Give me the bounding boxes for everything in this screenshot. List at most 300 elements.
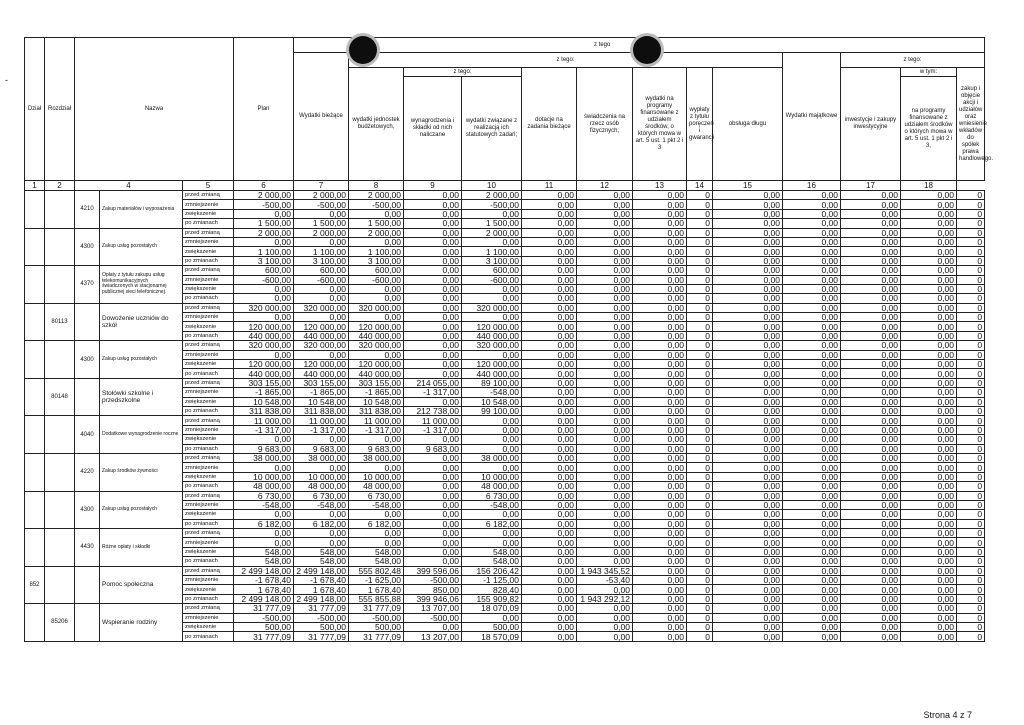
column-number: 13 [633, 181, 687, 191]
value-cell: 0,00 [783, 472, 841, 481]
value-cell: 850,00 [404, 585, 462, 594]
value-cell: 0 [957, 266, 985, 275]
value-cell: 0,00 [462, 209, 522, 218]
value-cell: 0,00 [901, 219, 957, 228]
value-cell: 0,00 [577, 406, 633, 415]
row-label: przed zmianą [183, 453, 234, 462]
value-cell: -1 678,40 [234, 576, 294, 585]
value-cell: 0,00 [633, 538, 687, 547]
value-cell: 0 [687, 510, 713, 519]
value-cell: 0,00 [462, 294, 522, 303]
row-label: przed zmianą [183, 378, 234, 387]
value-cell: 1 500,00 [234, 219, 294, 228]
table-row [25, 566, 985, 575]
value-cell: 0,00 [901, 547, 957, 556]
row-label: zmniejszenie [183, 463, 234, 472]
value-cell: 0,00 [901, 341, 957, 350]
row-label: zmniejszenie [183, 313, 234, 322]
value-cell: 0,00 [783, 341, 841, 350]
dzial-cell [25, 453, 45, 491]
value-cell: 0 [957, 191, 985, 200]
value-cell: 0,00 [633, 547, 687, 556]
value-cell: 9 683,00 [234, 444, 294, 453]
value-cell: 0,00 [577, 360, 633, 369]
column-number: 18 [901, 181, 957, 191]
value-cell: 0,00 [901, 453, 957, 462]
value-cell: 0,00 [234, 313, 294, 322]
value-cell: 0,00 [234, 350, 294, 359]
column-number: 5 [183, 181, 234, 191]
value-cell: 0 [957, 519, 985, 528]
value-cell: 0,00 [901, 557, 957, 566]
value-cell: 0,00 [522, 284, 577, 293]
value-cell: 0,00 [577, 538, 633, 547]
value-cell: 6 182,00 [462, 519, 522, 528]
value-cell: 0,00 [577, 284, 633, 293]
value-cell: 0 [687, 350, 713, 359]
value-cell: 0,00 [901, 350, 957, 359]
value-cell: 0,00 [901, 397, 957, 406]
value-cell: 0,00 [713, 538, 783, 547]
value-cell: 440 000,00 [349, 331, 404, 340]
value-cell: 2 000,00 [349, 228, 404, 237]
value-cell: 10 000,00 [294, 472, 349, 481]
rozdzial-cell: 80113 [45, 303, 75, 341]
value-cell: 120 000,00 [234, 360, 294, 369]
value-cell: 0 [957, 585, 985, 594]
value-cell: 0,00 [901, 360, 957, 369]
value-cell: 0 [957, 622, 985, 631]
value-cell: 0,00 [713, 576, 783, 585]
value-cell: 0,00 [713, 191, 783, 200]
value-cell: 0,00 [294, 209, 349, 218]
value-cell: 0 [957, 566, 985, 575]
column-number: 12 [577, 181, 633, 191]
header-dotacje: dotacje na zadania bieżące [522, 68, 577, 181]
value-cell: 6 182,00 [294, 519, 349, 528]
row-label: przed zmianą [183, 416, 234, 425]
value-cell: 0 [687, 322, 713, 331]
row-label: zwiększenie [183, 585, 234, 594]
value-cell: 0,00 [633, 388, 687, 397]
dzial-cell [25, 191, 45, 229]
value-cell: 0,00 [901, 566, 957, 575]
value-cell: 0,00 [462, 284, 522, 293]
value-cell: 0,00 [633, 491, 687, 500]
value-cell: 1 500,00 [462, 219, 522, 228]
value-cell: 2 499 148,00 [294, 594, 349, 603]
value-cell: 0,00 [841, 594, 901, 603]
paragraf-cell: 4040 [75, 416, 100, 454]
row-label: zmniejszenie [183, 237, 234, 246]
value-cell: 0 [957, 406, 985, 415]
value-cell: 0,00 [783, 247, 841, 256]
value-cell: 0,00 [841, 547, 901, 556]
value-cell: 440 000,00 [462, 369, 522, 378]
value-cell: 0,00 [633, 566, 687, 575]
value-cell: 600,00 [294, 266, 349, 275]
value-cell: 600,00 [462, 266, 522, 275]
value-cell: 0,00 [841, 284, 901, 293]
value-cell: 0,00 [901, 266, 957, 275]
value-cell: 13 207,00 [404, 632, 462, 641]
value-cell: 0,00 [713, 416, 783, 425]
value-cell: 0,00 [633, 294, 687, 303]
column-number: 16 [783, 181, 841, 191]
value-cell: 0 [687, 275, 713, 284]
value-cell: 0,00 [633, 331, 687, 340]
column-number: 15 [713, 181, 783, 191]
value-cell: 0 [687, 388, 713, 397]
value-cell: 0,00 [713, 388, 783, 397]
value-cell: 0,00 [783, 566, 841, 575]
row-label: po zmianach [183, 444, 234, 453]
value-cell: 0,00 [294, 284, 349, 293]
value-cell: 0,00 [633, 350, 687, 359]
value-cell: 0,00 [234, 529, 294, 538]
value-cell: 0,00 [713, 369, 783, 378]
column-number: 11 [522, 181, 577, 191]
value-cell: 0,00 [577, 294, 633, 303]
value-cell: 0,00 [577, 331, 633, 340]
value-cell: 3 100,00 [349, 256, 404, 265]
value-cell: 0,00 [713, 622, 783, 631]
header-wyplaty: wypłaty z tytułu poręczeń i gwarancji [687, 68, 713, 181]
value-cell: 311 838,00 [294, 406, 349, 415]
value-cell: 0,00 [234, 538, 294, 547]
value-cell: 9 683,00 [294, 444, 349, 453]
value-cell: 0,00 [577, 604, 633, 613]
value-cell: -500,00 [294, 200, 349, 209]
value-cell: 0,00 [522, 500, 577, 509]
value-cell: 0,00 [841, 256, 901, 265]
row-label: po zmianach [183, 294, 234, 303]
value-cell: 2 499 148,00 [234, 566, 294, 575]
rozdzial-cell [45, 491, 75, 529]
value-cell: 0,00 [522, 350, 577, 359]
row-label: zwiększenie [183, 472, 234, 481]
value-cell: 0,00 [783, 576, 841, 585]
page-number: Strona 4 z 7 [923, 710, 972, 720]
row-label: zwiększenie [183, 284, 234, 293]
value-cell: 0 [957, 284, 985, 293]
value-cell: 0,00 [713, 604, 783, 613]
value-cell: 0,00 [633, 519, 687, 528]
value-cell: 0,00 [294, 294, 349, 303]
value-cell: -548,00 [462, 500, 522, 509]
value-cell: 0 [957, 228, 985, 237]
row-label: przed zmianą [183, 491, 234, 500]
value-cell: 0,00 [462, 350, 522, 359]
value-cell: 0,00 [713, 613, 783, 622]
value-cell: 212 738,00 [404, 406, 462, 415]
value-cell: 0,00 [783, 529, 841, 538]
value-cell: 38 000,00 [234, 453, 294, 462]
value-cell: 0 [687, 576, 713, 585]
value-cell: 0,00 [901, 463, 957, 472]
value-cell: 0,00 [577, 388, 633, 397]
value-cell: 0,00 [713, 632, 783, 641]
value-cell: 0 [957, 360, 985, 369]
value-cell: 0,00 [522, 444, 577, 453]
value-cell: 0,00 [841, 303, 901, 312]
value-cell: 0,00 [901, 237, 957, 246]
value-cell: 0,00 [783, 613, 841, 622]
value-cell: 0 [687, 632, 713, 641]
header-nazwa: Nazwa [75, 38, 234, 181]
value-cell: -600,00 [349, 275, 404, 284]
value-cell: 0,00 [841, 313, 901, 322]
table-header [25, 38, 994, 191]
value-cell: 0,00 [633, 472, 687, 481]
value-cell: 0,00 [841, 444, 901, 453]
value-cell: 0 [687, 406, 713, 415]
value-cell: 0,00 [522, 237, 577, 246]
value-cell: 555 855,88 [349, 594, 404, 603]
value-cell: 0,00 [234, 463, 294, 472]
value-cell: -1 865,00 [294, 388, 349, 397]
value-cell: 13 707,00 [404, 604, 462, 613]
row-label: przed zmianą [183, 341, 234, 350]
value-cell: 0,00 [633, 360, 687, 369]
value-cell: 0,00 [577, 350, 633, 359]
value-cell: 0,00 [522, 472, 577, 481]
row-label: przed zmianą [183, 228, 234, 237]
value-cell: 1 678,40 [349, 585, 404, 594]
value-cell: 0 [687, 228, 713, 237]
value-cell: 0 [957, 435, 985, 444]
value-cell: 0,00 [633, 322, 687, 331]
value-cell: 0,00 [901, 472, 957, 481]
value-cell: 0 [687, 622, 713, 631]
value-cell: 0,00 [522, 604, 577, 613]
paragraf-cell [75, 566, 100, 604]
value-cell: 0,00 [577, 510, 633, 519]
header-zakup-akcji: zakup i objęcie akcji i udziałów oraz wniesienie wkładów do spółek prawa handlowego. [957, 68, 985, 181]
value-cell: 0,00 [577, 228, 633, 237]
value-cell: 0,00 [577, 613, 633, 622]
value-cell: 0,00 [633, 256, 687, 265]
value-cell: 0 [687, 500, 713, 509]
value-cell: 548,00 [294, 547, 349, 556]
header-wydatki-statutowe: wydatki związane z realizacją ich statutowych zadań; [462, 77, 522, 181]
value-cell: 0,00 [522, 209, 577, 218]
value-cell: 0,00 [404, 547, 462, 556]
value-cell: 0,00 [404, 369, 462, 378]
value-cell: 0,00 [522, 266, 577, 275]
value-cell: 0 [957, 425, 985, 434]
value-cell: 0,00 [713, 266, 783, 275]
value-cell: 0,00 [404, 622, 462, 631]
value-cell: 18 570,09 [462, 632, 522, 641]
dzial-cell [25, 341, 45, 379]
value-cell: 0 [687, 472, 713, 481]
value-cell: 0,00 [633, 191, 687, 200]
value-cell: 120 000,00 [234, 322, 294, 331]
value-cell: 0,00 [462, 444, 522, 453]
column-number: 10 [462, 181, 522, 191]
value-cell: 0,00 [577, 237, 633, 246]
value-cell: 0,00 [633, 209, 687, 218]
value-cell: 0 [687, 378, 713, 387]
value-cell: 0,00 [633, 622, 687, 631]
value-cell: 6 182,00 [234, 519, 294, 528]
value-cell: 0 [957, 350, 985, 359]
value-cell: 0,00 [713, 444, 783, 453]
value-cell: 0,00 [522, 463, 577, 472]
value-cell: 0,00 [841, 294, 901, 303]
value-cell: 0,00 [633, 425, 687, 434]
value-cell: 0,00 [713, 219, 783, 228]
row-label: zmniejszenie [183, 350, 234, 359]
value-cell: 18 070,09 [462, 604, 522, 613]
item-name: Dowożenie uczniów do szkół [100, 303, 183, 341]
value-cell: 1 678,40 [234, 585, 294, 594]
row-label: zwiększenie [183, 247, 234, 256]
value-cell: 0,00 [404, 331, 462, 340]
value-cell: 0 [957, 397, 985, 406]
value-cell: 0,00 [783, 191, 841, 200]
rozdzial-cell [45, 416, 75, 454]
value-cell: 0,00 [633, 435, 687, 444]
value-cell: 0,00 [404, 247, 462, 256]
value-cell: 0,00 [349, 510, 404, 519]
value-cell: 0,00 [404, 200, 462, 209]
value-cell: 0,00 [633, 594, 687, 603]
value-cell: 0 [957, 491, 985, 500]
row-label: po zmianach [183, 632, 234, 641]
budget-table [24, 37, 994, 642]
value-cell: 0,00 [294, 529, 349, 538]
value-cell: -548,00 [294, 500, 349, 509]
value-cell: 0,00 [841, 566, 901, 575]
value-cell: 0,00 [577, 369, 633, 378]
value-cell: 0,00 [577, 341, 633, 350]
value-cell: 0,00 [901, 303, 957, 312]
value-cell: 0,00 [901, 369, 957, 378]
value-cell: 0,00 [783, 378, 841, 387]
dzial-cell [25, 491, 45, 529]
value-cell: 0,00 [577, 557, 633, 566]
value-cell: 0,00 [633, 576, 687, 585]
value-cell: 0,00 [713, 256, 783, 265]
value-cell: 0,00 [783, 275, 841, 284]
rozdzial-cell [45, 453, 75, 491]
value-cell: 320 000,00 [294, 341, 349, 350]
value-cell: 0 [687, 519, 713, 528]
value-cell: 548,00 [234, 557, 294, 566]
table-body [25, 191, 985, 642]
paragraf-cell: 4300 [75, 341, 100, 379]
value-cell: 156 206,42 [462, 566, 522, 575]
column-number: 7 [294, 181, 349, 191]
dzial-cell [25, 266, 45, 304]
value-cell: 0,00 [349, 209, 404, 218]
value-cell: 0 [957, 237, 985, 246]
value-cell: 1 500,00 [294, 219, 349, 228]
value-cell: 1 100,00 [234, 247, 294, 256]
value-cell: 0 [687, 529, 713, 538]
value-cell: 0,00 [841, 425, 901, 434]
value-cell: 0,00 [713, 397, 783, 406]
value-cell: 0,00 [841, 510, 901, 519]
value-cell: 0,00 [349, 529, 404, 538]
value-cell: 11 000,00 [234, 416, 294, 425]
item-name: Zakup usług pozostałych [100, 341, 183, 379]
item-name: Pomoc społeczna [100, 566, 183, 604]
value-cell: 0,00 [713, 566, 783, 575]
value-cell: 548,00 [462, 557, 522, 566]
value-cell: 0,00 [234, 294, 294, 303]
value-cell: 0,00 [783, 482, 841, 491]
value-cell: 0,00 [633, 585, 687, 594]
value-cell: 48 000,00 [234, 482, 294, 491]
value-cell: 0,00 [713, 247, 783, 256]
row-label: po zmianach [183, 331, 234, 340]
value-cell: 0,00 [713, 472, 783, 481]
value-cell: 0,00 [349, 435, 404, 444]
value-cell: 440 000,00 [234, 369, 294, 378]
value-cell: 0 [957, 453, 985, 462]
value-cell: 0,00 [841, 406, 901, 415]
value-cell: 0,00 [841, 237, 901, 246]
value-cell: 0,00 [633, 613, 687, 622]
value-cell: 0,00 [522, 557, 577, 566]
value-cell: 0,00 [294, 350, 349, 359]
value-cell: 0,00 [522, 219, 577, 228]
value-cell: 38 000,00 [294, 453, 349, 462]
value-cell: 0,00 [404, 397, 462, 406]
value-cell: 0,00 [713, 303, 783, 312]
value-cell: 0 [687, 444, 713, 453]
value-cell: 0 [687, 613, 713, 622]
value-cell: 10 000,00 [234, 472, 294, 481]
value-cell: 0,00 [783, 632, 841, 641]
value-cell: -1 317,00 [404, 425, 462, 434]
value-cell: 0,00 [783, 284, 841, 293]
rozdzial-cell [45, 529, 75, 567]
value-cell: 548,00 [349, 547, 404, 556]
dzial-cell [25, 416, 45, 454]
value-cell: 0,00 [713, 547, 783, 556]
value-cell: 0 [957, 209, 985, 218]
value-cell: 0,00 [783, 510, 841, 519]
value-cell: 0,00 [841, 632, 901, 641]
header-z-tego-partial: z tego [294, 38, 985, 53]
column-number: 1 [25, 181, 45, 191]
value-cell: 0,00 [901, 256, 957, 265]
value-cell: 0,00 [841, 519, 901, 528]
value-cell: 2 499 148,00 [234, 594, 294, 603]
value-cell: 500,00 [294, 622, 349, 631]
value-cell: 6 730,00 [234, 491, 294, 500]
value-cell: 0,00 [713, 529, 783, 538]
value-cell: 0 [687, 435, 713, 444]
value-cell: 2 000,00 [234, 228, 294, 237]
value-cell: 3 100,00 [462, 256, 522, 265]
value-cell: 0 [687, 191, 713, 200]
value-cell: 0,00 [462, 529, 522, 538]
value-cell: 0,00 [783, 622, 841, 631]
value-cell: 0,00 [577, 425, 633, 434]
value-cell: 0,00 [783, 557, 841, 566]
value-cell: 0,00 [713, 313, 783, 322]
value-cell: 0 [687, 313, 713, 322]
value-cell: 0,00 [522, 397, 577, 406]
value-cell: 0,00 [901, 209, 957, 218]
header-wydatki-biezace: Wydatki bieżące [294, 53, 349, 181]
value-cell: 10 548,00 [349, 397, 404, 406]
